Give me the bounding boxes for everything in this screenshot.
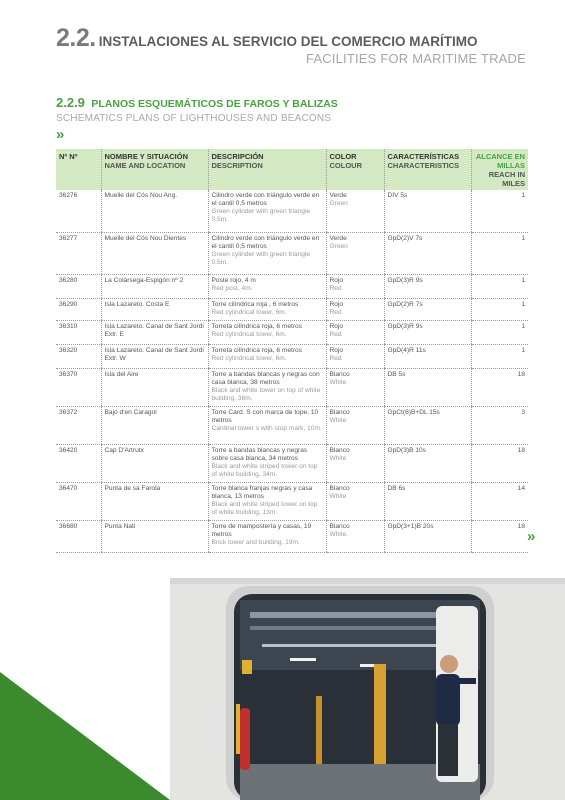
section-title: PLANOS ESQUEMÁTICOS DE FAROS Y BALIZAS: [91, 98, 338, 110]
table-header-row: [56, 149, 528, 190]
cell-reach: 1: [471, 320, 528, 344]
cell-characteristics: GpCt(6)B+DL 15s: [384, 406, 471, 444]
cell-id: 36280: [56, 274, 101, 298]
cell-characteristics: GpD(3+1)B 20s: [384, 520, 471, 552]
cell-name: La Colàrsega-Espigón nº 2: [101, 274, 208, 298]
cell-reach: 1: [471, 298, 528, 320]
chapter-number: 2.2.: [56, 24, 96, 52]
cell-description: Torre de mampostería y casas, 19 metros Brick tower and building, 19m.: [208, 520, 326, 552]
cell-description: Cilindro verde con triángulo verde en el cantil 0,5 metros Green cylinder with green triangle 0.5m.: [208, 232, 326, 274]
ferry-door-photo: [0, 578, 565, 800]
green-corner-triangle: [0, 672, 170, 800]
cell-name: Isla Lazareto. Costa E: [101, 298, 208, 320]
cell-name: Isla Lazareto. Canal de Sant Jordi Extr. W: [101, 344, 208, 368]
cell-reach: 1: [471, 344, 528, 368]
cell-id: 36470: [56, 482, 101, 520]
cell-characteristics: GpD(3)R 9s: [384, 274, 471, 298]
cell-name: Punta Nati: [101, 520, 208, 552]
cell-reach: 18: [471, 520, 528, 552]
header-characteristics: CARACTERÍSTICAS CHARACTERISTICS: [384, 149, 471, 190]
cell-id: 36372: [56, 406, 101, 444]
cell-colour: Blanco White: [326, 482, 384, 520]
cell-name: Isla Lazareto. Canal de Sant Jordi Extr. E: [101, 320, 208, 344]
cell-description: Torreta cilíndrica roja, 6 metros Red cylindrical tower, 6m.: [208, 344, 326, 368]
table-row: [56, 444, 528, 482]
table-row: [56, 368, 528, 406]
table-row: [56, 482, 528, 520]
cell-colour: Verde Green: [326, 190, 384, 232]
cell-id: 36420: [56, 444, 101, 482]
cell-reach: 18: [471, 368, 528, 406]
cell-colour: Blanco White: [326, 368, 384, 406]
cell-characteristics: GpD(3)R 9s: [384, 320, 471, 344]
cell-characteristics: DB 5s: [384, 368, 471, 406]
cell-id: 36320: [56, 344, 101, 368]
cell-characteristics: GpD(2)R 7s: [384, 298, 471, 320]
cell-description: Torre a bandas blancas y negras sobre casa blanca, 34 metros Black and white striped tower on top of white building, 34m.: [208, 444, 326, 482]
cell-description: Torre blanca franjas negras y casa blanca, 13 metros Black and white striped tower on top of white building, 13m.: [208, 482, 326, 520]
table-row: [56, 274, 528, 298]
section-number: 2.2.9: [56, 95, 85, 110]
table-row: [56, 406, 528, 444]
table-row: [56, 520, 528, 552]
cell-reach: 1: [471, 232, 528, 274]
cell-id: 36680: [56, 520, 101, 552]
cell-characteristics: DB 6s: [384, 482, 471, 520]
table-row: [56, 344, 528, 368]
cell-id: 36310: [56, 320, 101, 344]
cell-id: 36370: [56, 368, 101, 406]
header-description: DESCRIPCIÓN DESCRIPTION: [208, 149, 326, 190]
cell-reach: 14: [471, 482, 528, 520]
chevron-right-icon: »: [56, 126, 65, 143]
cell-reach: 1: [471, 274, 528, 298]
cell-name: Muelle del Cós Nou Ang.: [101, 190, 208, 232]
table-row: [56, 190, 528, 232]
cell-name: Isla del Aire: [101, 368, 208, 406]
cell-colour: Rojo Red: [326, 344, 384, 368]
cell-reach: 18: [471, 444, 528, 482]
cell-colour: Verde Green: [326, 232, 384, 274]
cell-characteristics: GpD(2)V 7s: [384, 232, 471, 274]
chapter-title: INSTALACIONES AL SERVICIO DEL COMERCIO MARÍTIMO: [98, 34, 478, 49]
section-header: [56, 94, 536, 124]
cell-characteristics: DIV 5s: [384, 190, 471, 232]
cell-description: Cilindro verde con triángulo verde en el cantil 0,5 metros Green cylinder with green triangle 0.5m.: [208, 190, 326, 232]
cell-colour: Rojo Red: [326, 274, 384, 298]
table-row: [56, 298, 528, 320]
table-row: [56, 232, 528, 274]
header-number: Nº Nº: [56, 149, 101, 190]
cell-name: Bajó d'en Caragol: [101, 406, 208, 444]
cell-characteristics: GpD(4)R 11s: [384, 344, 471, 368]
cell-description: Torre cilíndrica roja , 6 metros Red cylindrical tower, 6m.: [208, 298, 326, 320]
cell-name: Muelle del Cós Nou Dientes: [101, 232, 208, 274]
table-row: [56, 320, 528, 344]
cell-reach: 3: [471, 406, 528, 444]
page-header: [56, 24, 536, 66]
cell-reach: 1: [471, 190, 528, 232]
cell-description: Torreta cilíndrica roja, 6 metros Red cylindrical tower, 6m.: [208, 320, 326, 344]
cell-name: Cap D'Artrutx: [101, 444, 208, 482]
cell-description: Poste rojo, 4 m Red post, 4m.: [208, 274, 326, 298]
cell-id: 36276: [56, 190, 101, 232]
cell-description: Torre a bandas blancas y negras con casa blanca, 38 metros Black and white tower on top of white building, 38m.: [208, 368, 326, 406]
header-name: NOMBRE Y SITUACIÓN NAME AND LOCATION: [101, 149, 208, 190]
cell-colour: Blanco White: [326, 444, 384, 482]
chevron-right-icon: »: [527, 528, 536, 545]
header-colour: COLOR COLOUR: [326, 149, 384, 190]
section-title-english: SCHEMATICS PLANS OF LIGHTHOUSES AND BEACONS: [56, 113, 332, 124]
cell-id: 36290: [56, 298, 101, 320]
cell-colour: Blanco White.: [326, 520, 384, 552]
cell-colour: Blanco White: [326, 406, 384, 444]
cell-description: Torre Card. S con marca de tope, 10 metros Cardinal tower s with stop mark, 10m.: [208, 406, 326, 444]
cell-colour: Rojo Red: [326, 320, 384, 344]
header-reach: ALCANCE EN MILLAS REACH IN MILES: [471, 149, 528, 190]
cell-id: 36277: [56, 232, 101, 274]
cell-characteristics: GpD(3)B 10s: [384, 444, 471, 482]
cell-name: Punta de sa Farola: [101, 482, 208, 520]
cell-colour: Rojo Red: [326, 298, 384, 320]
lighthouse-table: [56, 149, 528, 553]
chapter-title-english: FACILITIES FOR MARITIME TRADE: [305, 51, 526, 66]
